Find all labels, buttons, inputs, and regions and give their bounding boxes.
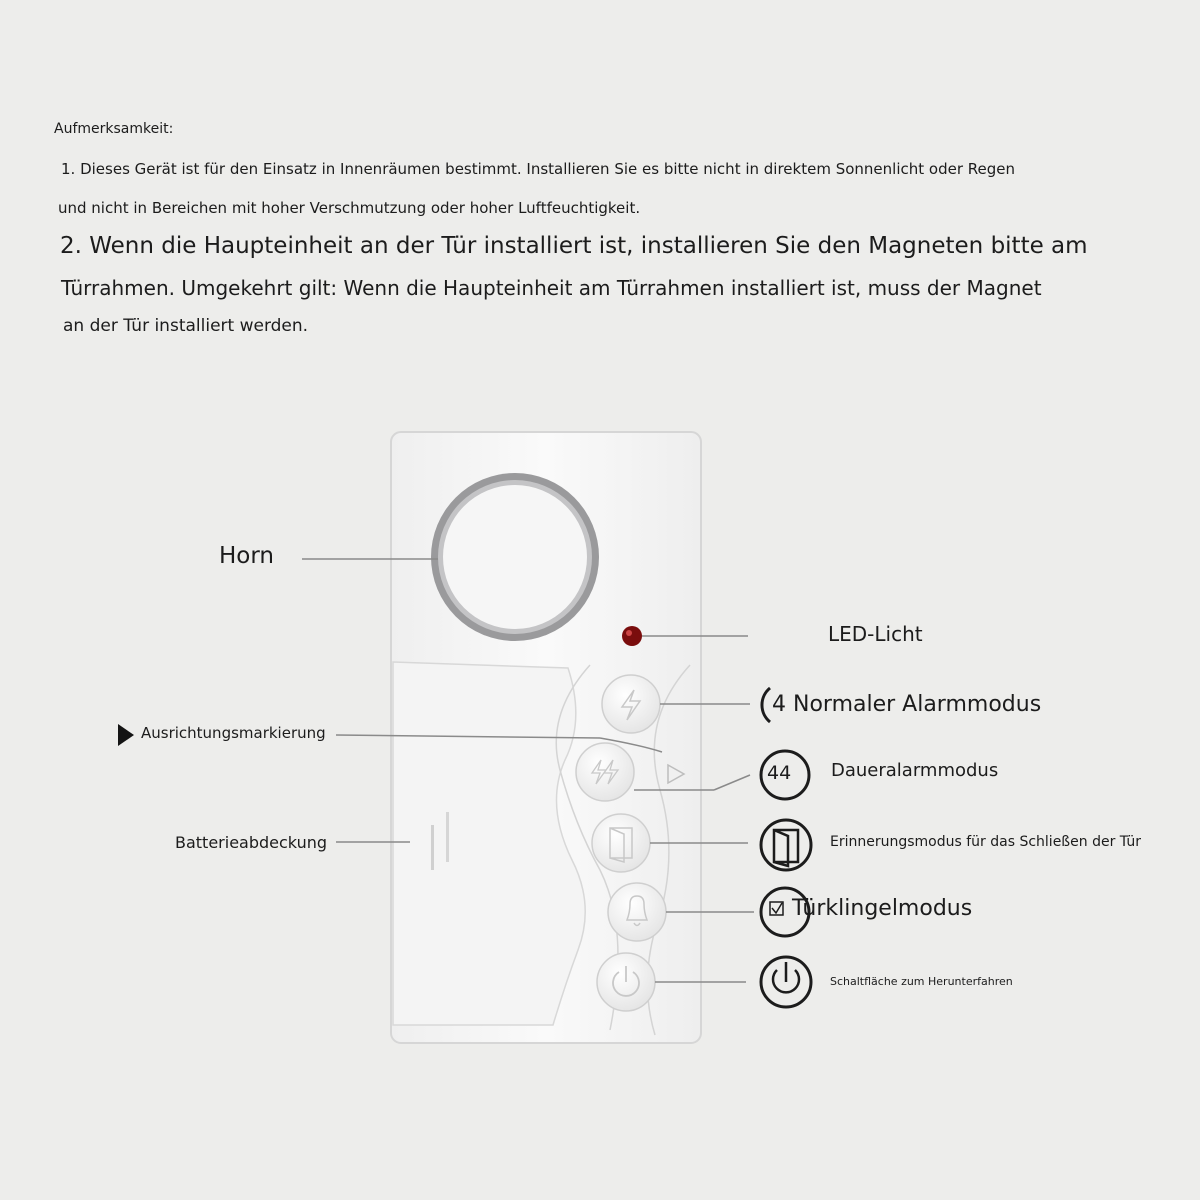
note-1-line-1: 1. Dieses Gerät ist für den Einsatz in Innenräumen bestimmt. Installieren Sie es bitte nicht in direktem Sonnenlicht oder Regen [61,160,1015,178]
legend-icon-door-reminder [761,820,811,870]
label-door-reminder: Erinnerungsmodus für das Schließen der Tür [830,834,1142,850]
label-led: LED-Licht [828,622,923,646]
device-button-doorbell [608,883,666,941]
label-shutdown: Schaltfläche zum Herunterfahren [830,975,1013,988]
legend-icon-shutdown [761,957,811,1007]
note-2-line-2: Türrahmen. Umgekehrt gilt: Wenn die Haupteinheit am Türrahmen installiert ist, muss der Magnet [61,276,1042,300]
notice-heading: Aufmerksamkeit: [54,121,174,137]
label-doorbell: Türklingelmodus [792,896,973,921]
label-alignment: Ausrichtungsmarkierung [141,724,326,742]
led-indicator [622,626,642,646]
label-normal-alarm: 4 Normaler Alarmmodus [772,692,1042,717]
horn-center [443,485,587,629]
device-button-shutdown [597,953,655,1011]
note-1-line-2: und nicht in Bereichen mit hoher Verschmutzung oder hoher Luftfeuchtigkeit. [58,199,641,217]
label-battery: Batterieabdeckung [175,833,328,852]
device-button-normal-alarm [602,675,660,733]
label-continuous-alarm: Daueralarmmodus [831,760,999,781]
alignment-triangle-icon [118,724,134,746]
power-icon [773,962,799,992]
legend-icon-normal-alarm [762,688,770,722]
continuous-alarm-badge: 44 [767,762,792,784]
label-horn: Horn [219,543,274,569]
device-button-continuous-alarm [576,743,634,801]
note-2-line-3: an der Tür installiert werden. [63,316,309,336]
battery-cover [393,662,585,1025]
door-icon [774,830,798,866]
battery-cover-notch [431,825,434,870]
device-button-door-reminder [592,814,650,872]
note-2-line-1: 2. Wenn die Haupteinheit an der Tür installiert ist, installieren Sie den Magneten bitte am [60,233,1088,259]
